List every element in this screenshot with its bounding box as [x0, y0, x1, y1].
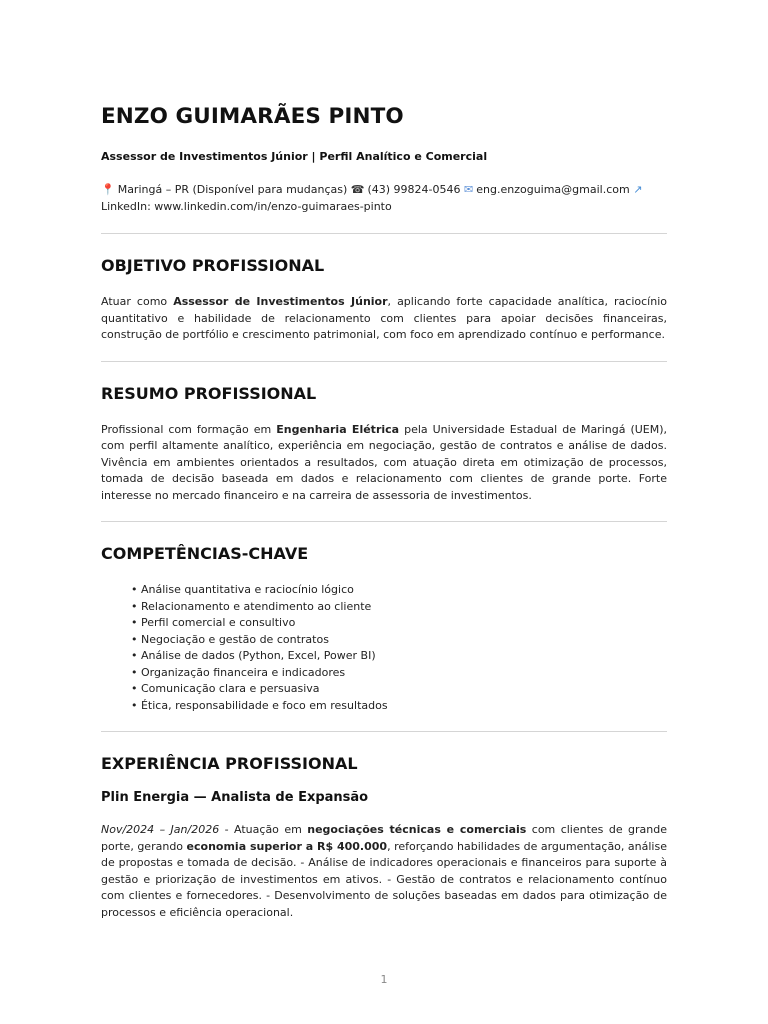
- job-description: [101, 822, 667, 921]
- subtitle: Assessor de Investimentos Júnior | Perfil Analítico e Comercial: [101, 150, 488, 163]
- list-item: • Análise de dados (Python, Excel, Power BI): [131, 649, 376, 662]
- resumo-text-part: Profissional com formação em: [101, 422, 277, 436]
- pin-icon: 📍: [101, 183, 115, 196]
- phone-icon: ☎: [350, 183, 365, 196]
- candidate-name: ENZO GUIMARÃES PINTO: [101, 104, 404, 129]
- objetivo-text: [101, 294, 667, 344]
- job-title: Plin Energia — Analista de Expansão: [101, 790, 369, 805]
- contact-location: Maringá – PR (Disponível para mudanças): [117, 183, 348, 196]
- job-text-part: com clientes de grande porte, gerando: [101, 823, 667, 853]
- job-period: Nov/2024 – Jan/2026: [101, 823, 220, 836]
- objetivo-text-part: Atuar como: [101, 295, 174, 308]
- section-competencias: [101, 522, 667, 714]
- section-experiencia: [101, 732, 667, 921]
- section-title-objetivo: OBJETIVO PROFISSIONAL: [101, 256, 325, 275]
- resume-content: [101, 104, 667, 921]
- page-number: 1: [380, 973, 388, 986]
- job-text-part: , reforçando habilidades de argumentação, análise de propostas e tomada de decisão. - Análise de indicadores operacionais e financeiros para suporte à gestão e priorização de investimentos em ativos. - Gestão de contratos e relacionamento contínuo com clientes e fornecedores. - Desenvolvimento de soluções baseadas em dados para otimização de processos e eficiência operacional.: [101, 839, 667, 919]
- job-highlight: economia superior a R$ 400.000: [186, 839, 388, 853]
- objetivo-text-part: , aplicando forte capacidade analítica, raciocínio quantitativo e habilidade de relacionamento com clientes para apoiar decisões financeiras, construção de portfólio e crescimento patrimonial, com foco em aprendizado contínuo e performance.: [101, 295, 667, 341]
- competencias-list: [101, 582, 667, 714]
- section-title-competencias: COMPETÊNCIAS-CHAVE: [101, 544, 309, 563]
- objetivo-highlight: Assessor de Investimentos Júnior: [173, 295, 388, 308]
- list-item: • Análise quantitativa e raciocínio lógico: [131, 583, 354, 596]
- resumo-text-part: pela Universidade Estadual de Maringá (UEM), com perfil altamente analítico, experiência em negociação, gestão de contratos e análise de dados. Vivência em ambientes orientados a resultados, com atuação direta em otimização de processos, tomada de decisão baseada em dados e relacionamento com clientes de grande porte. Forte interesse no mercado financeiro e na carreira de assessoria de investimentos.: [101, 422, 668, 502]
- job-text-part: - Atuação em: [219, 823, 308, 836]
- contact-linkedin[interactable]: LinkedIn: www.linkedin.com/in/enzo-guimaraes-pinto: [101, 200, 392, 213]
- list-item: • Relacionamento e atendimento ao cliente: [131, 599, 372, 613]
- section-objetivo: [101, 234, 667, 344]
- contact-email[interactable]: eng.enzoguima@gmail.com: [476, 183, 630, 196]
- contact-line: [101, 181, 667, 215]
- list-item: • Negociação e gestão de contratos: [131, 632, 329, 646]
- list-item: • Organização financeira e indicadores: [131, 665, 346, 679]
- section-resumo: [101, 362, 667, 505]
- list-item: • Ética, responsabilidade e foco em resultados: [131, 698, 388, 712]
- link-icon: ↗: [633, 183, 643, 196]
- section-title-experiencia: EXPERIÊNCIA PROFISSIONAL: [101, 754, 358, 773]
- list-item: • Comunicação clara e persuasiva: [131, 682, 320, 695]
- section-title-resumo: RESUMO PROFISSIONAL: [101, 383, 317, 403]
- resumo-highlight: Engenharia Elétrica: [276, 422, 400, 436]
- list-item: • Perfil comercial e consultivo: [131, 616, 296, 629]
- resumo-text: [101, 422, 667, 505]
- envelope-icon: ✉: [464, 183, 474, 196]
- job-highlight: negociações técnicas e comerciais: [307, 823, 527, 836]
- contact-phone: (43) 99824-0546: [367, 183, 461, 196]
